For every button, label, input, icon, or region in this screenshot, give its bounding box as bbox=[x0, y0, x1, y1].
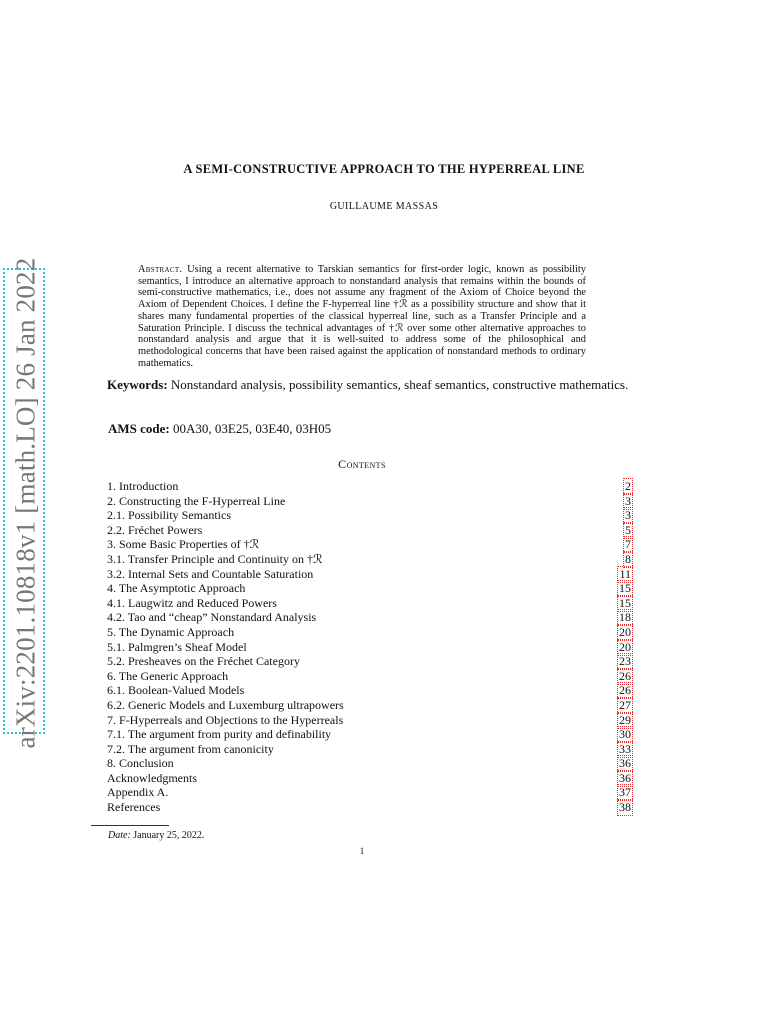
toc-entry-label: 2.2. Fréchet Powers bbox=[107, 522, 203, 537]
toc-entry bbox=[107, 785, 632, 800]
toc-page-link[interactable]: 36 bbox=[619, 770, 631, 785]
toc-entry bbox=[107, 771, 632, 786]
abstract-line: hyperreal line, such as a Transfer Principle and a Saturation Principle. I discuss the technical bbox=[138, 310, 586, 334]
toc-entry bbox=[107, 742, 632, 757]
toc-page-link[interactable]: 38 bbox=[619, 800, 631, 815]
ams-label: AMS code: bbox=[108, 421, 170, 436]
toc-entry bbox=[107, 625, 632, 640]
toc-entry bbox=[107, 552, 632, 567]
arxiv-stamp-box bbox=[3, 257, 45, 749]
toc-entry-label: 2.1. Possibility Semantics bbox=[107, 508, 232, 523]
toc-entry bbox=[107, 800, 632, 815]
toc-entry bbox=[107, 610, 632, 625]
toc-page-link[interactable]: 3 bbox=[625, 508, 631, 523]
toc-entry bbox=[107, 654, 632, 669]
paper-author: GUILLAUME MASSAS bbox=[329, 201, 439, 212]
toc-entry-label: Appendix A. bbox=[107, 785, 169, 800]
toc-page-link[interactable]: 18 bbox=[619, 610, 631, 625]
toc-entry bbox=[107, 756, 632, 771]
toc-page-link[interactable]: 36 bbox=[619, 756, 631, 771]
toc-entry bbox=[107, 698, 632, 713]
toc-entry bbox=[107, 713, 632, 728]
toc-entry-label: 5.2. Presheaves on the Fréchet Category bbox=[107, 654, 300, 669]
toc-entry-label: References bbox=[107, 800, 161, 815]
toc-entry bbox=[107, 596, 632, 611]
toc-entry-label: 6. The Generic Approach bbox=[107, 668, 229, 683]
toc-entry bbox=[107, 727, 632, 742]
toc-page-link[interactable]: 27 bbox=[619, 697, 631, 712]
abstract-heading: Abstract. bbox=[138, 264, 183, 275]
toc-page-link[interactable]: 15 bbox=[619, 581, 631, 596]
toc-entry-label: 7. F-Hyperreals and Objections to the Hyperreals bbox=[107, 712, 344, 727]
toc-entry bbox=[107, 567, 632, 582]
ams-code bbox=[108, 421, 331, 437]
toc-entry bbox=[107, 683, 632, 698]
footnote-date bbox=[108, 830, 204, 841]
abstract-line: within the bounds of semi-constructive mathematics, i.e., does not assume any fragment of the bbox=[138, 275, 586, 299]
toc-page-link[interactable]: 23 bbox=[619, 654, 631, 669]
toc-entry-label: 7.1. The argument from purity and definability bbox=[107, 727, 332, 742]
toc-page-link[interactable]: 8 bbox=[625, 551, 631, 566]
abstract-line: possibility semantics, I introduce an alternative approach to nonstandard analysis that remains bbox=[138, 264, 586, 287]
abstract-line: have been raised against the application of nonstandard methods to ordinary mathematics. bbox=[138, 345, 586, 369]
toc-entry-label: 2. Constructing the F-Hyperreal Line bbox=[107, 493, 286, 508]
ams-text: 00A30, 03E25, 03E40, 03H05 bbox=[173, 421, 332, 436]
toc-entry-label: 3.1. Transfer Principle and Continuity on †ℛ bbox=[107, 551, 323, 566]
footnote-divider bbox=[91, 825, 169, 826]
toc-page-link[interactable]: 15 bbox=[619, 595, 631, 610]
paper-title: A SEMI-CONSTRUCTIVE APPROACH TO THE HYPERREAL LINE bbox=[183, 162, 585, 176]
abstract-line: Axiom of Choice beyond the Axiom of Dependent Choices. I define the F-hyperreal line †ℛ bbox=[138, 287, 587, 311]
toc-page-link[interactable]: 5 bbox=[625, 522, 631, 537]
toc-entry-label: Acknowledgments bbox=[107, 770, 197, 785]
toc-page-link[interactable]: 26 bbox=[619, 683, 631, 698]
abstract-line: as a possibility structure and show that it shares many fundamental properties of the classical bbox=[138, 299, 586, 322]
toc-entry bbox=[107, 523, 632, 538]
toc-page-link[interactable]: 2 bbox=[625, 479, 631, 493]
toc-page-link[interactable]: 20 bbox=[619, 624, 631, 639]
toc-page-link[interactable]: 20 bbox=[619, 639, 631, 654]
toc-entry-label: 4. The Asymptotic Approach bbox=[107, 581, 246, 596]
keywords bbox=[91, 377, 635, 393]
table-of-contents bbox=[107, 479, 632, 815]
toc-entry-label: 1. Introduction bbox=[107, 479, 179, 493]
abstract-line: that it is well-suited to address some of the philosophical and methodological concerns that bbox=[138, 334, 586, 357]
toc-entry bbox=[107, 640, 632, 655]
toc-entry-label: 6.1. Boolean-Valued Models bbox=[107, 683, 245, 698]
toc-entry-label: 8. Conclusion bbox=[107, 756, 174, 771]
keywords-text: Nonstandard analysis, possibility semantics, sheaf semantics, constructive mathematics. bbox=[170, 377, 629, 392]
toc-page-link[interactable]: 7 bbox=[625, 537, 631, 552]
abstract-line: advantages of †ℛ over some other alternative approaches to nonstandard analysis and argue bbox=[138, 322, 586, 346]
toc-entry bbox=[107, 669, 632, 684]
toc-page-link[interactable]: 37 bbox=[619, 785, 631, 800]
toc-page-link[interactable]: 11 bbox=[619, 566, 631, 581]
abstract bbox=[138, 264, 586, 369]
toc-page-link[interactable]: 3 bbox=[625, 493, 631, 508]
arxiv-stamp[interactable]: arXiv:2201.10818v1 [math.LO] 26 Jan 2022 bbox=[10, 257, 41, 749]
toc-entry-label: 7.2. The argument from canonicity bbox=[107, 741, 274, 756]
toc-entry bbox=[107, 581, 632, 596]
abstract-line: Using a recent alternative to Tarskian semantics for first-order logic, known as bbox=[187, 264, 538, 275]
toc-entry bbox=[107, 479, 632, 494]
toc-entry-label: 3.2. Internal Sets and Countable Saturation bbox=[107, 566, 314, 581]
toc-entry-label: 5. The Dynamic Approach bbox=[107, 624, 235, 639]
keywords-label: Keywords: bbox=[107, 377, 168, 392]
toc-page-link[interactable]: 29 bbox=[619, 712, 631, 727]
toc-entry-label: 4.2. Tao and “cheap” Nonstandard Analysis bbox=[107, 610, 317, 625]
toc-entry-label: 3. Some Basic Properties of †ℛ bbox=[107, 537, 260, 552]
toc-entry-label: 5.1. Palmgren’s Sheaf Model bbox=[107, 639, 247, 654]
toc-page-link[interactable]: 33 bbox=[619, 741, 631, 756]
toc-page-link[interactable]: 30 bbox=[619, 727, 631, 742]
contents-heading: Contents bbox=[338, 457, 386, 471]
toc-page-link[interactable]: 26 bbox=[619, 668, 631, 683]
toc-entry bbox=[107, 494, 632, 509]
footnote-label: Date: bbox=[108, 830, 131, 841]
toc-entry bbox=[107, 537, 632, 552]
toc-entry-label: 6.2. Generic Models and Luxemburg ultrapowers bbox=[107, 697, 344, 712]
toc-entry bbox=[107, 508, 632, 523]
footnote-text: January 25, 2022. bbox=[133, 830, 205, 841]
page-number: 1 bbox=[359, 846, 365, 856]
toc-entry-label: 4.1. Laugwitz and Reduced Powers bbox=[107, 595, 277, 610]
